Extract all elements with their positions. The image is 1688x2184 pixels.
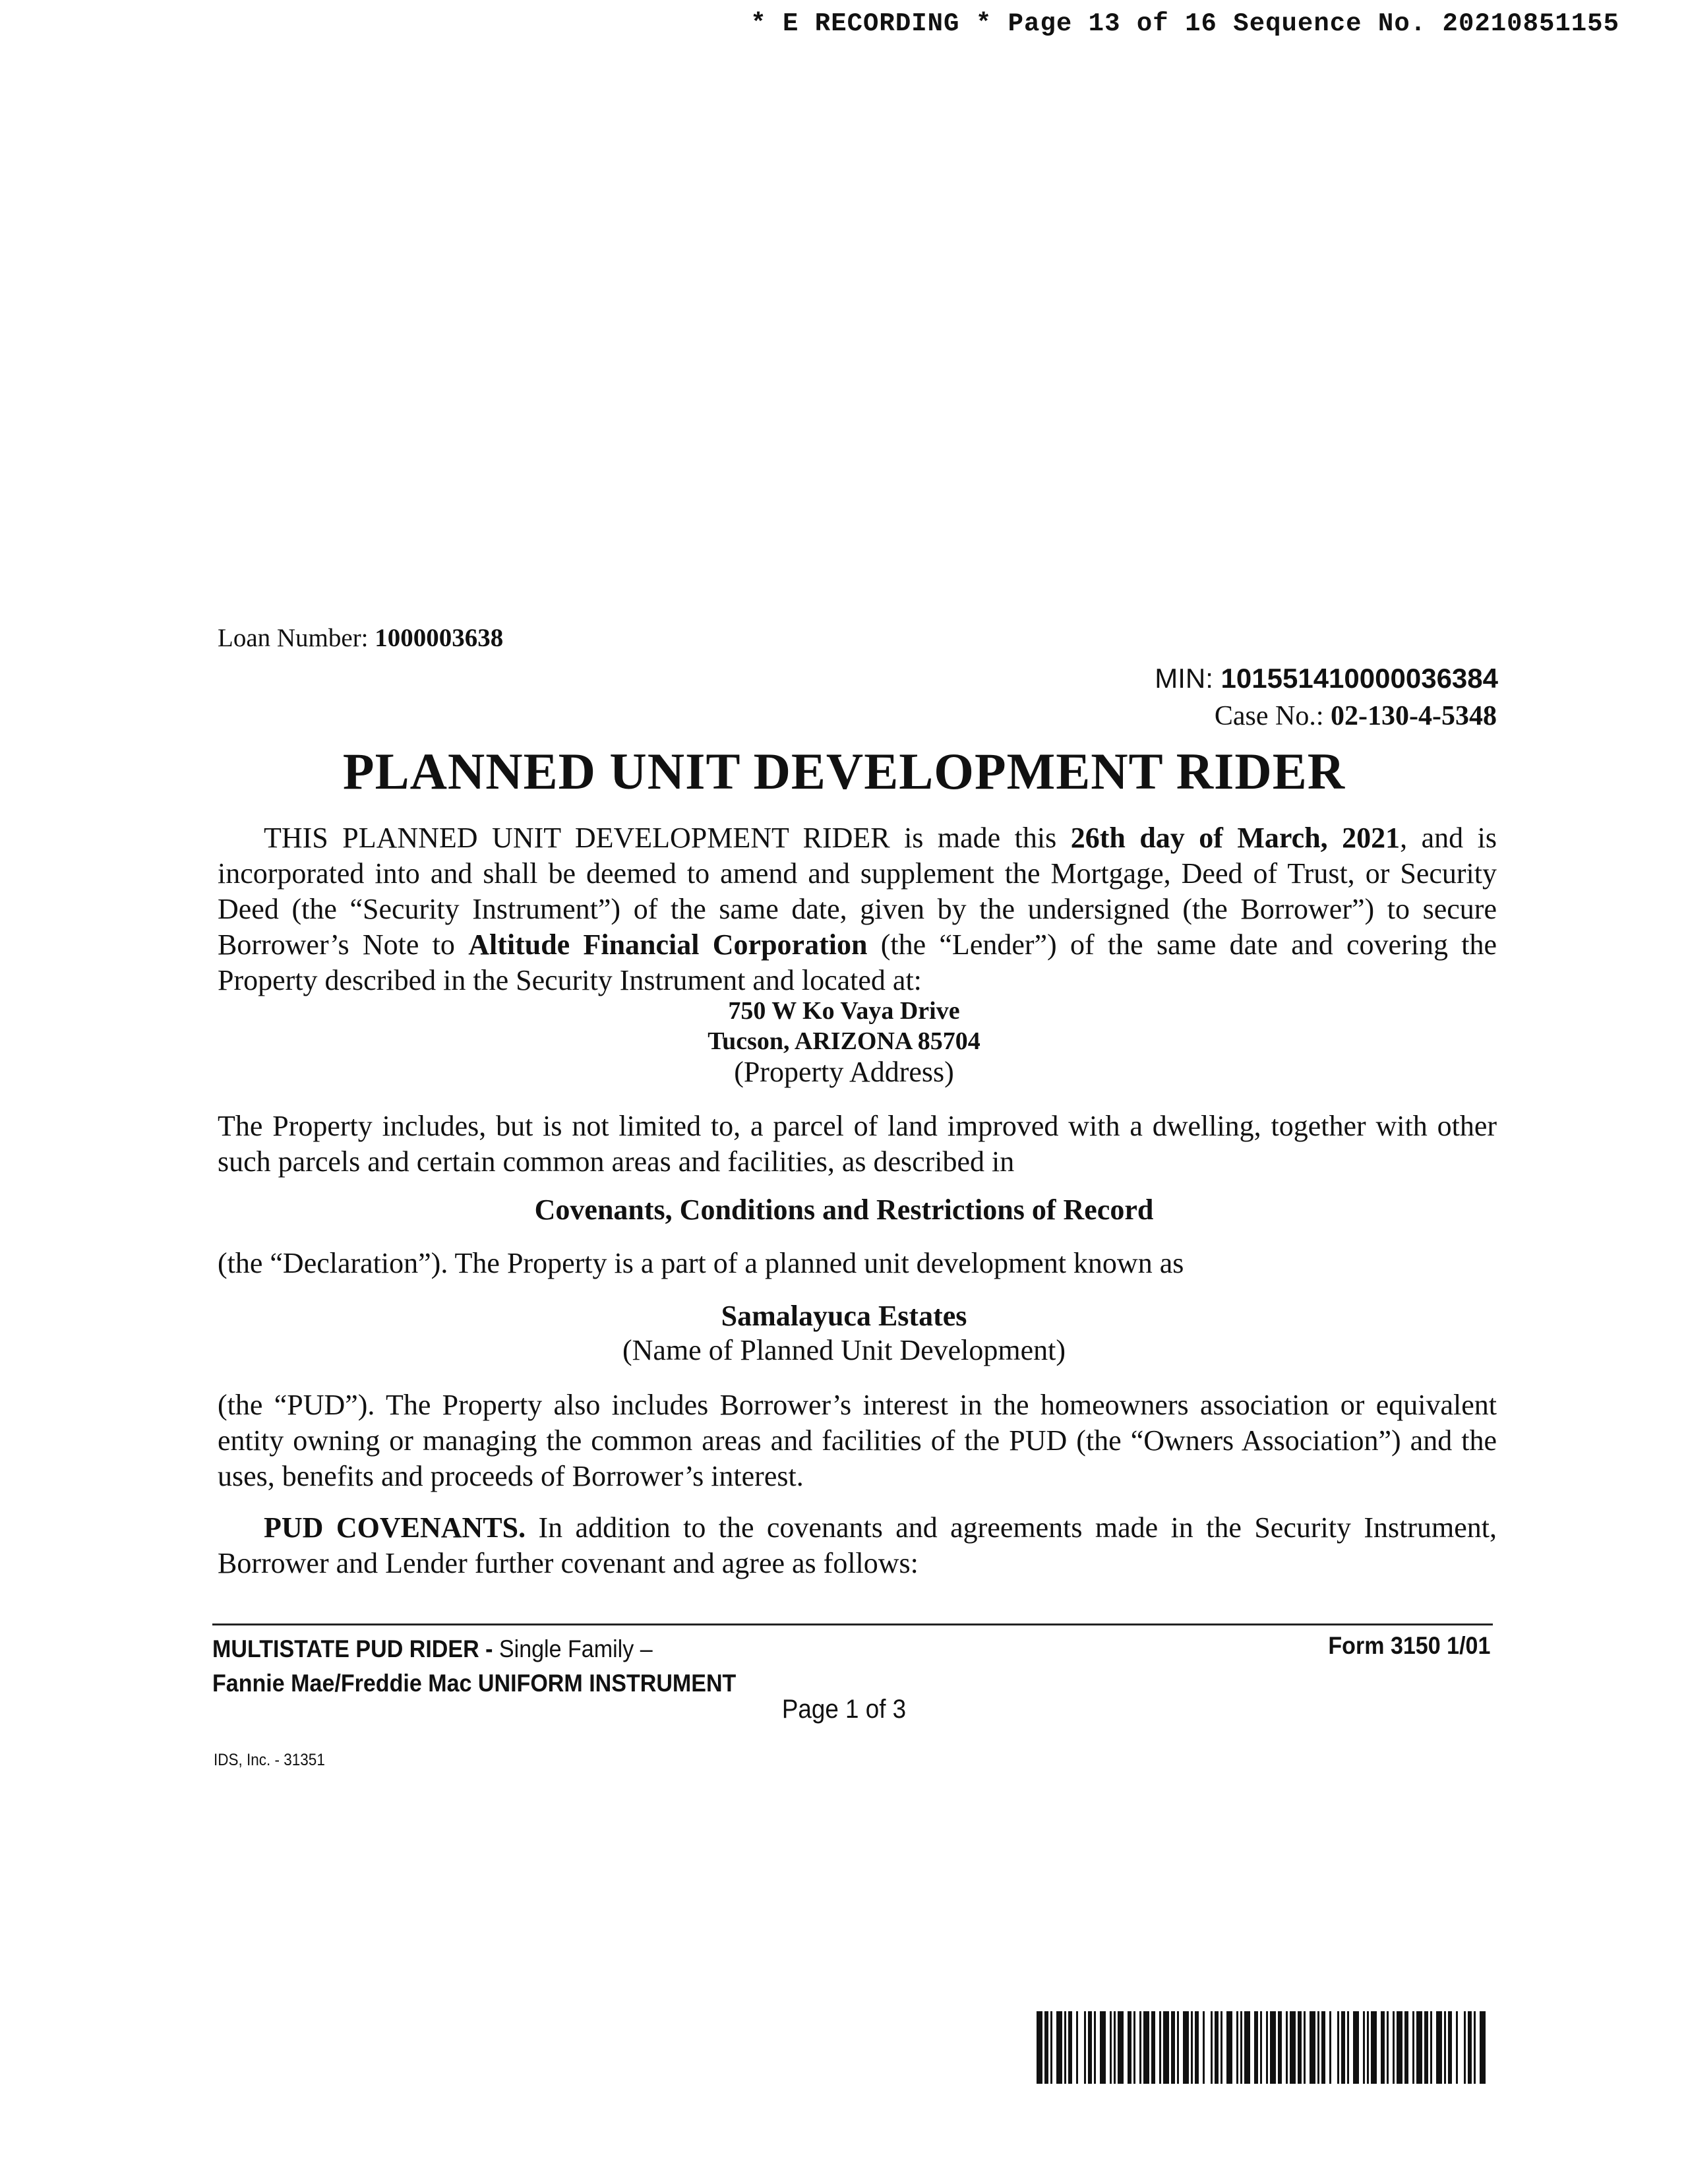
intro-text-1: THIS PLANNED UNIT DEVELOPMENT RIDER is made this [264, 822, 1071, 854]
covenants-paragraph [218, 1510, 1497, 1581]
footer-form-title [212, 1632, 736, 1701]
footer-line-1-bold: MULTISTATE PUD RIDER - [212, 1635, 493, 1662]
declaration-paragraph: (the “Declaration”). The Property is a part of a planned unit development known as [218, 1247, 1184, 1279]
intro-text-2: , and is incorporated into and shall be deemed to amend and supplement the Mortgage, Deed of Trust, or Security Deed (the “Security Instrument”) of the same date, given by the undersigned (the Borrower”) to secure Borrower’s Note to [218, 822, 1497, 961]
lender-name: Altitude Financial Corporation [468, 928, 868, 961]
loan-number [218, 623, 503, 653]
document-title: PLANNED UNIT DEVELOPMENT RIDER [342, 743, 1346, 800]
page-number: Page 1 of 3 [781, 1695, 907, 1724]
intro-text-3: (the “Lender”) of the same date and covering the Property described in the Security Instrument and located at: [218, 928, 1497, 996]
declaration-name: Covenants, Conditions and Restrictions of Record [534, 1194, 1154, 1226]
pud-name: Samalayuca Estates [721, 1300, 967, 1332]
address-line-2: Tucson, ARIZONA 85704 [708, 1027, 980, 1055]
loan-number-value: 1000003638 [375, 624, 504, 652]
min-number [1155, 663, 1498, 695]
footer-line-1-rest: Single Family – [493, 1635, 653, 1662]
case-label: Case No.: [1214, 701, 1331, 731]
case-number [1215, 700, 1497, 732]
ids-reference: IDS, Inc. - 31351 [214, 1751, 325, 1769]
property-address [0, 996, 1688, 1056]
min-value: 101551410000036384 [1221, 663, 1498, 694]
footer-line-1 [212, 1632, 736, 1666]
footer-divider [212, 1623, 1493, 1625]
intro-paragraph [218, 820, 1497, 998]
pud-paragraph: (the “PUD”). The Property also includes Borrower’s interest in the homeowners association or equivalent entity owning or managing the common areas and facilities of the PUD (the “Owners Association”) and the uses, benefits and proceeds of Borrower’s interest. [218, 1389, 1497, 1492]
pud-name-caption: (Name of Planned Unit Development) [622, 1334, 1066, 1366]
covenants-text: In addition to the covenants and agreements made in the Security Instrument, Borrower and Lender further covenant and agree as follows: [218, 1511, 1497, 1579]
form-number: Form 3150 1/01 [1328, 1632, 1490, 1659]
loan-number-label: Loan Number: [218, 624, 375, 652]
min-label: MIN: [1155, 663, 1221, 694]
rider-date: 26th day of March, 2021 [1070, 822, 1401, 854]
property-address-caption: (Property Address) [734, 1056, 954, 1088]
property-paragraph: The Property includes, but is not limited to, a parcel of land improved with a dwelling, together with other such parcels and certain common areas and facilities, as described in [218, 1110, 1497, 1178]
footer-line-2: Fannie Mae/Freddie Mac UNIFORM INSTRUMENT [212, 1670, 737, 1697]
case-value: 02-130-4-5348 [1331, 701, 1497, 731]
address-line-1: 750 W Ko Vaya Drive [728, 997, 960, 1025]
recording-header: * E RECORDING * Page 13 of 16 Sequence No. 20210851155 [750, 9, 1619, 38]
barcode-image [1037, 2011, 1487, 2084]
covenants-heading: PUD COVENANTS. [264, 1511, 526, 1544]
